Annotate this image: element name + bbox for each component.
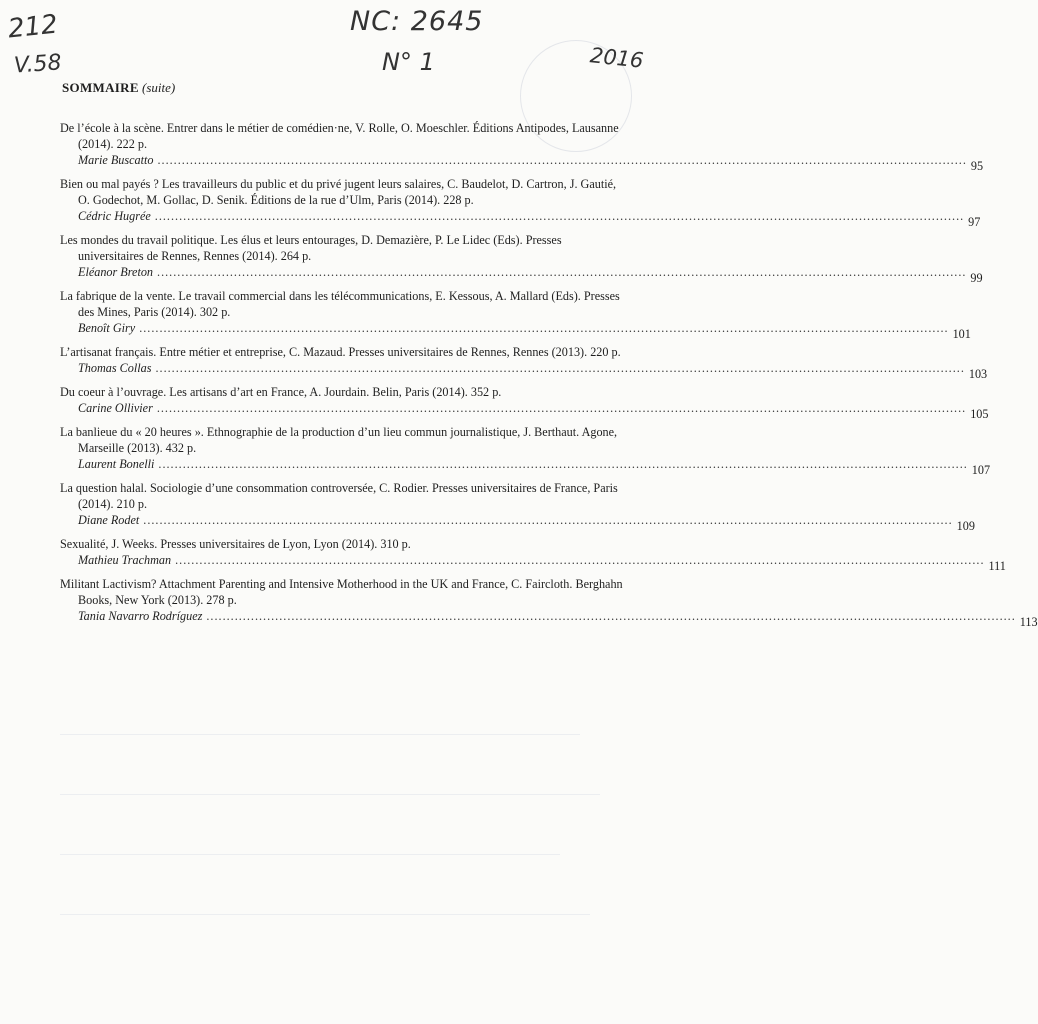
toc-entry — [60, 232, 983, 285]
reviewer-row — [60, 552, 1006, 573]
toc-entry — [60, 424, 991, 477]
toc-entry — [60, 344, 988, 381]
bleed-through-line — [60, 780, 600, 795]
bleed-through-line — [60, 900, 590, 915]
leader-dots: ........................................................................................................................................................................................................ — [156, 401, 967, 415]
reviewer-row — [60, 456, 991, 477]
reviewer-name: Mathieu Trachman — [78, 553, 172, 567]
leader-dots: ........................................................................................................................................................................................................ — [139, 321, 949, 335]
page-number: 111 — [988, 559, 1006, 573]
reviewer-name: Carine Ollivier — [78, 401, 153, 415]
reviewer-row — [60, 608, 1038, 629]
reviewer-name: Laurent Bonelli — [78, 457, 155, 471]
leader-dots: ........................................................................................................................................................................................................ — [157, 153, 967, 167]
handwritten-note: V.58 — [13, 50, 63, 79]
toc-entry — [60, 576, 1038, 629]
reviewer-name: Cédric Hugrée — [78, 209, 151, 223]
leader-dots: ........................................................................................................................................................................................................ — [157, 265, 967, 279]
reviewer-name: Eléanor Breton — [78, 265, 154, 279]
book-reference: La question halal. Sociologie d’une consommation controversée, C. Rodier. Presses universitaires de France, Paris (2014). 210 p. — [60, 481, 618, 511]
handwritten-note: 2016 — [588, 43, 645, 73]
page-number: 109 — [956, 519, 975, 533]
reviewer-name: Tania Navarro Rodríguez — [78, 609, 203, 623]
toc-entry — [60, 120, 984, 173]
toc-entry — [60, 480, 975, 533]
reviewer-row — [60, 264, 983, 285]
handwritten-note: 212 — [6, 9, 60, 45]
book-reference: Du coeur à l’ouvrage. Les artisans d’art en France, A. Jourdain. Belin, Paris (2014). 352 p. — [60, 385, 502, 399]
page-number: 105 — [970, 407, 989, 421]
reviewer-row — [60, 360, 988, 381]
book-reference: Les mondes du travail politique. Les élus et leurs entourages, D. Demazière, P. Le Lidec (Eds). Presses universitaires de Rennes, Rennes (2014). 264 p. — [60, 233, 562, 263]
page-number: 113 — [1019, 615, 1038, 629]
book-reference: L’artisanat français. Entre métier et entreprise, C. Mazaud. Presses universitaires de Rennes, Rennes (2013). 220 p. — [60, 345, 621, 359]
reviewer-row — [60, 400, 989, 421]
page-number: 107 — [971, 463, 991, 477]
page-number: 97 — [968, 215, 981, 229]
reviewer-row — [60, 320, 971, 341]
leader-dots: ........................................................................................................................................................................................................ — [143, 513, 953, 527]
bleed-through-line — [60, 720, 580, 735]
toc-entry — [60, 384, 989, 421]
page-title — [62, 80, 175, 96]
toc-entry — [60, 176, 981, 229]
leader-dots: ........................................................................................................................................................................................................ — [155, 361, 965, 375]
book-reference: De l’école à la scène. Entrer dans le métier de comédien·ne, V. Rolle, O. Moeschler. Éditions Antipodes, Lausanne (2014). 222 p. — [60, 121, 619, 151]
bleed-through-text — [228, 52, 236, 86]
toc-entry — [60, 288, 971, 341]
reviewer-row — [60, 208, 981, 229]
reviewer-name: Thomas Collas — [78, 361, 152, 375]
book-reference: Militant Lactivism? Attachment Parenting and Intensive Motherhood in the UK and France, C. Faircloth. Berghahn Books, New York (2013). 278 p. — [60, 577, 623, 607]
title-text: SOMMAIRE — [62, 80, 139, 95]
table-of-contents — [60, 120, 1038, 632]
book-reference: Bien ou mal payés ? Les travailleurs du public et du privé jugent leurs salaires, C. Baudelot, D. Cartron, J. Gautié, O. Godechot, M. Gollac, D. Senik. Éditions de la rue d’Ulm, Paris (2014). 228 p. — [60, 177, 617, 207]
bleed-through-line — [60, 840, 560, 855]
page-number: 101 — [952, 327, 971, 341]
leader-dots: ........................................................................................................................................................................................................ — [158, 457, 968, 471]
book-reference: La fabrique de la vente. Le travail commercial dans les télécommunications, E. Kessous, A. Mallard (Eds). Presses des Mines, Paris (2014). 302 p. — [60, 289, 620, 319]
reviewer-row — [60, 152, 984, 173]
reviewer-name: Benoît Giry — [78, 321, 136, 335]
book-reference: La banlieue du « 20 heures ». Ethnographie de la production d’un lieu commun journalistique, J. Berthaut. Agone, Marseille (2013). 432 p. — [60, 425, 618, 455]
toc-entry — [60, 536, 1006, 573]
reviewer-name: Diane Rodet — [78, 513, 140, 527]
leader-dots: ........................................................................................................................................................................................................ — [154, 209, 965, 223]
page-number: 103 — [968, 367, 988, 381]
page-number: 99 — [970, 271, 983, 285]
handwritten-note: N° 1 — [382, 48, 435, 76]
reviewer-row — [60, 512, 975, 533]
leader-dots: ........................................................................................................................................................................................................ — [206, 609, 1016, 623]
handwritten-note: NC: 2645 — [350, 6, 484, 37]
title-suffix: (suite) — [142, 80, 176, 95]
leader-dots: ........................................................................................................................................................................................................ — [175, 553, 985, 567]
book-reference: Sexualité, J. Weeks. Presses universitaires de Lyon, Lyon (2014). 310 p. — [60, 537, 411, 551]
page-number: 95 — [970, 159, 984, 173]
reviewer-name: Marie Buscatto — [78, 153, 154, 167]
